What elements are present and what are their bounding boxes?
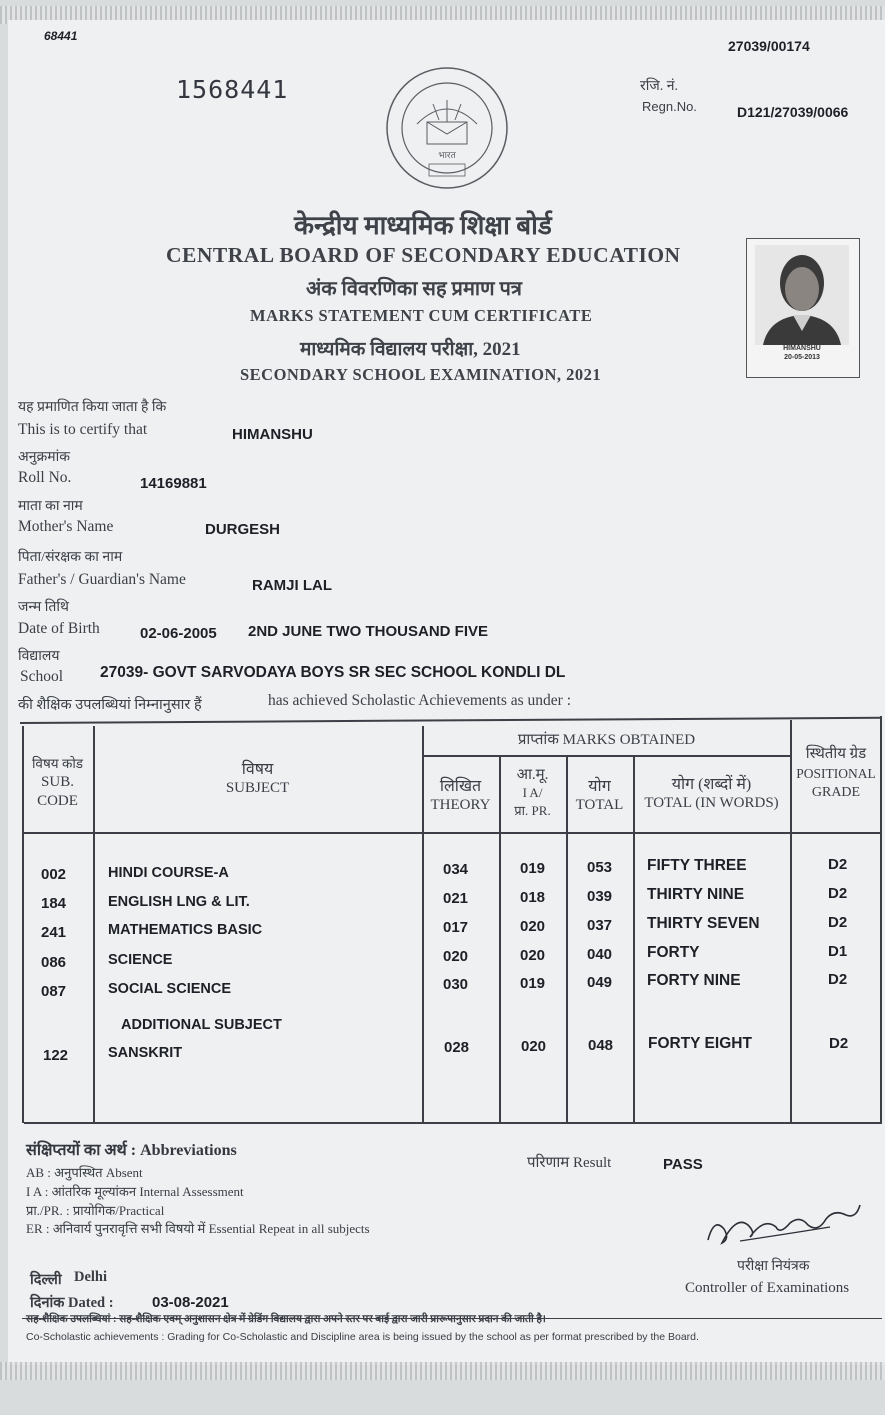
photo-caption-name: HIMANSHU: [783, 345, 821, 352]
header-total-hindi: योग: [588, 778, 611, 795]
row-ia: 018: [520, 889, 546, 906]
row-code: 241: [41, 924, 67, 941]
regn-number: D121/27039/0066: [737, 104, 849, 120]
mother-label: Mother's Name: [18, 518, 114, 535]
father-name: RAMJI LAL: [252, 577, 332, 594]
row-grade: D2: [828, 914, 848, 931]
board-name-hindi: केन्द्रीय माध्यमिक शिक्षा बोर्ड: [294, 211, 552, 240]
result-value: PASS: [663, 1156, 703, 1173]
abbr-absent: AB : अनुपस्थित Absent: [26, 1165, 143, 1180]
regn-label: Regn.No.: [642, 99, 697, 114]
row-subject: ENGLISH LNG & LIT.: [108, 894, 250, 910]
student-photo: [746, 238, 860, 378]
row-subject: HINDI COURSE-A: [108, 865, 229, 881]
row-grade: D2: [828, 971, 848, 988]
abbr-practical: प्रा./PR. : प्रायोगिक/Practical: [26, 1203, 165, 1218]
header-total: [566, 777, 633, 815]
certificate-title-hindi: अंक विवरणिका सह प्रमाण पत्र: [306, 278, 522, 300]
table-header-bottom-border: [22, 832, 882, 834]
cbse-seal-logo: [383, 64, 511, 192]
exam-title: SECONDARY SCHOOL EXAMINATION, 2021: [240, 365, 602, 384]
result-label: परिणाम Result: [527, 1155, 612, 1171]
row-words: THIRTY NINE: [647, 886, 745, 903]
row-words: FORTY NINE: [647, 972, 741, 989]
row-code: 086: [41, 954, 67, 971]
header-sub-code-hindi: विषय कोड: [31, 756, 84, 771]
row-subject: SANSKRIT: [108, 1045, 183, 1061]
row-subject: SOCIAL SCIENCE: [108, 981, 232, 997]
top-right-code: 27039/00174: [728, 38, 810, 54]
row-total: 040: [587, 946, 613, 963]
co-scholastic-note-hindi: सह-शैक्षिक उपलब्धियां : सह-शैक्षिक एवम् अनुशासन क्षेत्र में ग्रेडिंग विद्यालय द्वारा अपने स्तर पर बाई द्वारा जारी प्रारूपानुसार प्रदान की जाती है।: [26, 1314, 546, 1325]
row-words: FIFTY THREE: [647, 857, 747, 874]
header-total-english: TOTAL: [575, 797, 624, 813]
place-hindi: दिल्ली: [30, 1272, 62, 1288]
header-theory-hindi: लिखित: [439, 778, 482, 795]
header-positional-grade: [790, 745, 882, 802]
certificate-title: MARKS STATEMENT CUM CERTIFICATE: [250, 306, 593, 325]
abbr-internal-assessment: I A : आंतरिक मूल्यांकन Internal Assessment: [26, 1184, 244, 1199]
mother-label-hindi: माता का नाम: [18, 499, 83, 514]
father-label-hindi: पिता/संरक्षक का नाम: [18, 550, 123, 565]
header-ia-pr: [499, 766, 566, 820]
school-label: School: [20, 668, 64, 685]
row-total: 049: [587, 974, 613, 991]
row-total: 048: [588, 1037, 614, 1054]
board-name: CENTRAL BOARD OF SECONDARY EDUCATION: [166, 243, 681, 267]
header-subject-english: SUBJECT: [225, 780, 290, 796]
photo-image: [755, 245, 849, 345]
controller-label: Controller of Examinations: [685, 1280, 850, 1296]
father-label: Father's / Guardian's Name: [18, 571, 186, 588]
row-ia: 020: [520, 918, 546, 935]
row-theory: 034: [443, 861, 469, 878]
header-theory: [422, 777, 499, 815]
row-code: 002: [41, 866, 67, 883]
row-words: FORTY EIGHT: [648, 1035, 752, 1052]
row-code: 184: [41, 895, 67, 912]
certify-label-hindi: यह प्रमाणित किया जाता है कि: [18, 400, 167, 415]
header-sub-code-line2: CODE: [37, 793, 78, 809]
co-scholastic-note: Co-Scholastic achievements : Grading for Co-Scholastic and Discipline area is being issued by the school as per format prescribed by the Board.: [26, 1331, 699, 1343]
header-grade-line1: POSITIONAL: [796, 766, 876, 781]
row-code: 122: [43, 1047, 69, 1064]
row-words: THIRTY SEVEN: [647, 915, 760, 932]
dated-label: दिनांक Dated :: [30, 1295, 114, 1311]
header-total-words-english: TOTAL (IN WORDS): [644, 795, 779, 811]
controller-signature: [700, 1195, 865, 1255]
row-ia: 020: [521, 1038, 547, 1055]
additional-subject-label: ADDITIONAL SUBJECT: [121, 1017, 282, 1033]
roll-label: Roll No.: [18, 469, 72, 486]
person-silhouette-icon: [755, 245, 849, 345]
roll-label-hindi: अनुक्रमांक: [18, 450, 70, 465]
issue-date: 03-08-2021: [152, 1294, 229, 1311]
header-ia-english: I A/: [522, 785, 543, 800]
row-theory: 020: [443, 948, 469, 965]
header-sub-code: [22, 754, 93, 811]
controller-label-hindi: परीक्षा नियंत्रक: [737, 1259, 810, 1274]
row-grade: D2: [828, 885, 848, 902]
school-label-hindi: विद्यालय: [18, 649, 60, 664]
school-name: 27039- GOVT SARVODAYA BOYS SR SEC SCHOOL KONDLI DL: [100, 664, 566, 681]
row-theory: 021: [443, 890, 469, 907]
row-subject: MATHEMATICS BASIC: [108, 922, 263, 938]
header-marks-obtained: प्राप्तांक MARKS OBTAINED: [517, 732, 696, 748]
abbreviations-title: संक्षिप्तयों का अर्थ : Abbreviations: [26, 1142, 237, 1159]
header-subject-hindi: विषय: [241, 761, 274, 778]
row-total: 053: [587, 859, 613, 876]
student-name: HIMANSHU: [232, 426, 313, 443]
row-theory: 030: [443, 976, 469, 993]
achievements-intro-hindi: की शैक्षिक उपलब्धियां निम्नानुसार हैं: [18, 697, 202, 713]
row-words: FORTY: [647, 944, 700, 961]
row-grade: D1: [828, 943, 848, 960]
row-subject: SCIENCE: [108, 952, 173, 968]
row-total: 037: [587, 917, 613, 934]
row-theory: 028: [444, 1039, 470, 1056]
row-total: 039: [587, 888, 613, 905]
row-grade: D2: [829, 1035, 849, 1052]
photo-caption-date: 20-05-2013: [784, 354, 820, 361]
header-subject: [93, 760, 422, 798]
table-bottom-border: [24, 1122, 882, 1124]
marks-obtained-divider: [423, 755, 790, 757]
header-theory-english: THEORY: [430, 797, 491, 813]
row-grade: D2: [828, 856, 848, 873]
abbr-essential-repeat: ER : अनिवार्य पुनरावृत्ति सभी विषयो में Essential Repeat in all subjects: [26, 1221, 370, 1236]
dob-label-hindi: जन्म तिथि: [18, 600, 69, 615]
header-grade-hindi: स्थितीय ग्रेड: [805, 746, 867, 762]
mother-name: DURGESH: [205, 521, 281, 538]
serial-number: 1568441: [176, 75, 289, 104]
row-theory: 017: [443, 919, 469, 936]
header-grade-line2: GRADE: [811, 785, 861, 800]
top-left-code: 68441: [44, 29, 78, 43]
row-ia: 020: [520, 947, 546, 964]
row-code: 087: [41, 983, 67, 1000]
place-english: Delhi: [74, 1269, 108, 1285]
header-total-words-hindi: योग (शब्दों में): [671, 776, 752, 793]
header-ia-hindi: आ.मू.: [516, 767, 549, 783]
row-ia: 019: [520, 860, 546, 877]
bottom-decorative-border: [0, 1362, 885, 1380]
dob-label: Date of Birth: [18, 620, 100, 637]
dob-value: 02-06-2005: [140, 625, 217, 642]
dob-in-words: 2ND JUNE TWO THOUSAND FIVE: [248, 623, 489, 640]
row-ia: 019: [520, 975, 546, 992]
regn-label-hindi: रजि. नं.: [640, 79, 679, 94]
roll-number: 14169881: [140, 475, 207, 492]
seal-bharat-text: भारत: [438, 151, 456, 161]
exam-title-hindi: माध्यमिक विद्यालय परीक्षा, 2021: [300, 339, 521, 360]
header-total-words: [633, 775, 790, 813]
achievements-intro: has achieved Scholastic Achievements as under :: [268, 692, 572, 709]
header-sub-code-line1: SUB.: [41, 774, 74, 790]
header-pr: प्रा. PR.: [514, 803, 551, 818]
certify-label: This is to certify that: [18, 421, 148, 438]
